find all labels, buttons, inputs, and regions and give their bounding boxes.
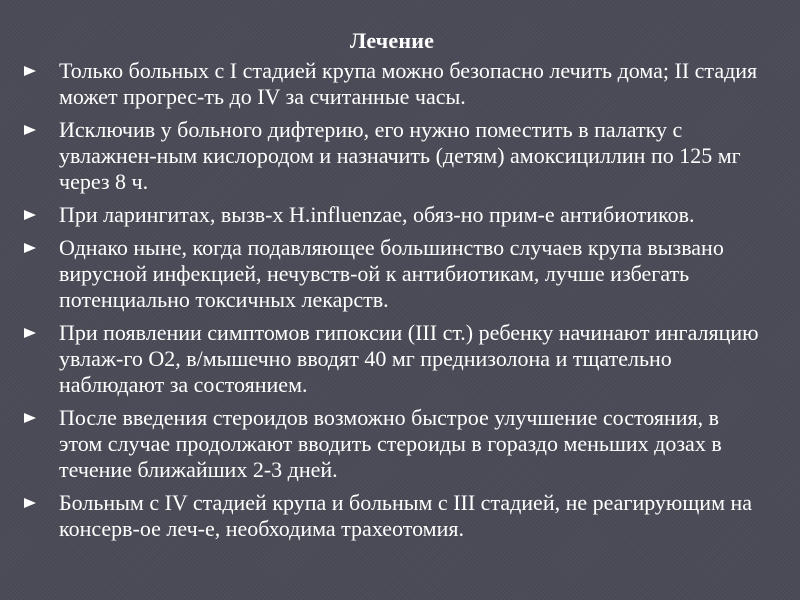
- bullet-text: Только больных с I стадией крупа можно безопасно лечить дома; II стадия может прогрес-ть до IV за считанные часы.: [59, 58, 758, 109]
- bullet-text: При появлении симптомов гипоксии (III ст.) ребенку начинают ингаляцию увлаж-го О2, в/мышечно вводят 40 мг преднизолона и тщательно наблюдают за состоянием.: [59, 320, 759, 397]
- list-item: [24, 235, 760, 313]
- triangle-right-icon: [24, 328, 36, 338]
- bullet-text: После введения стероидов возможно быстрое улучшение состояния, в этом случае продолжают вводить стероиды в гораздо меньших дозах в течение ближайших 2-3 дней.: [59, 405, 722, 482]
- bullet-list: [24, 58, 760, 542]
- triangle-right-icon: [24, 413, 36, 423]
- triangle-right-icon: [24, 66, 36, 76]
- list-item: [24, 405, 760, 483]
- slide-title: Лечение: [349, 28, 435, 53]
- list-item: [24, 58, 760, 110]
- triangle-right-icon: [24, 243, 36, 253]
- list-item: [24, 117, 760, 195]
- bullet-text: Больным с IV стадией крупа и больным с III стадией, не реагирующим на консерв-ое леч-е, необходима трахеотомия.: [59, 490, 753, 541]
- bullet-text: Исключив у больного дифтерию, его нужно поместить в палатку с увлажнен-ным кислородом и назначить (детям) амоксициллин по 125 мг через 8 ч.: [59, 117, 741, 194]
- list-item: [24, 490, 760, 542]
- bullet-text: При ларингитах, вызв-х H.influenzae, обяз-но прим-е антибиотиков.: [59, 202, 695, 227]
- bullet-text: Однако ныне, когда подавляющее большинство случаев крупа вызвано вирусной инфекцией, нечувств-ой к антибиотикам, лучше избегать потенциально токсичных лекарств.: [59, 235, 724, 312]
- triangle-right-icon: [24, 125, 36, 135]
- triangle-right-icon: [24, 498, 36, 508]
- list-item: [24, 320, 760, 398]
- list-item: [24, 202, 760, 228]
- triangle-right-icon: [24, 210, 36, 220]
